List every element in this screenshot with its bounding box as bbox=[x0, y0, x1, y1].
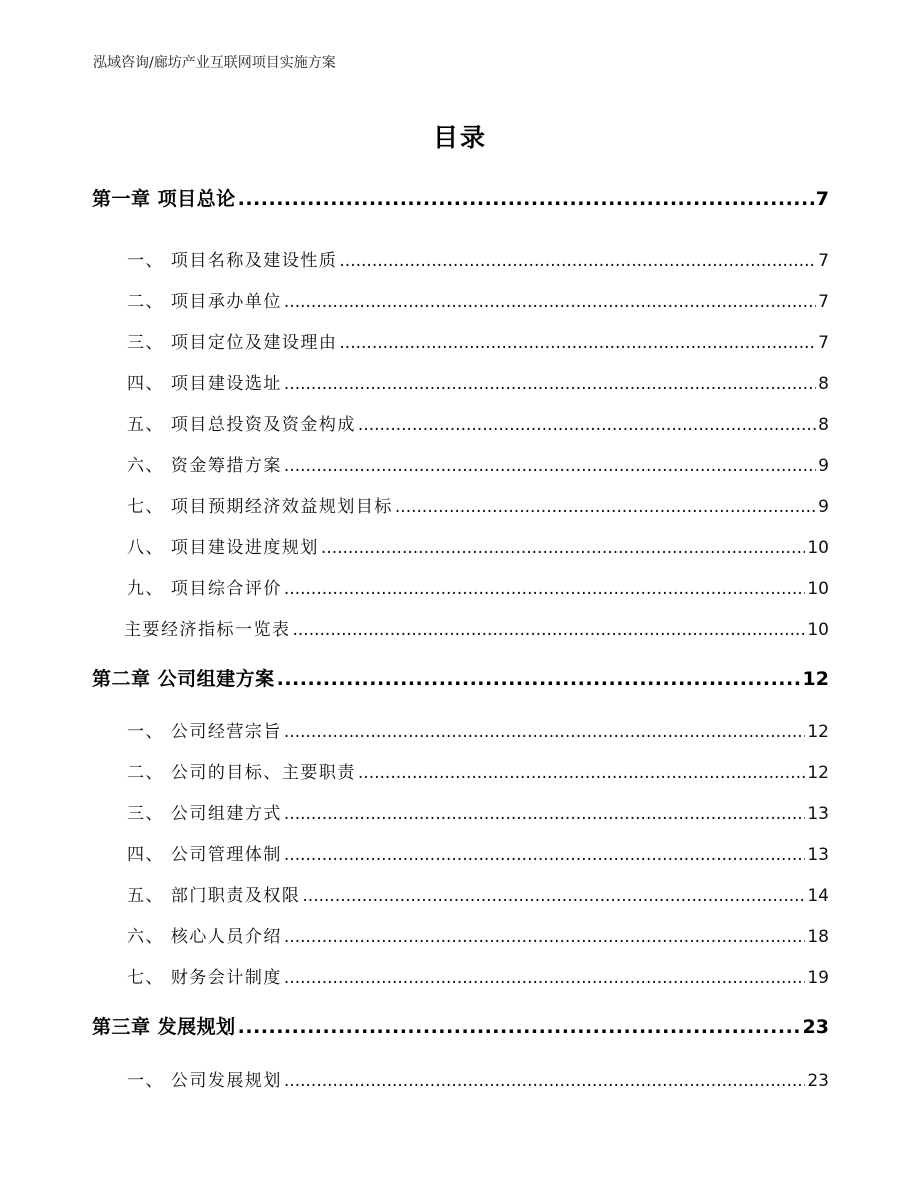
dot-leader bbox=[358, 415, 816, 435]
toc-page-number: 10 bbox=[807, 538, 829, 558]
toc-page-number: 12 bbox=[807, 763, 829, 783]
dot-leader bbox=[238, 188, 814, 210]
toc-entry-label: 七、 项目预期经济效益规划目标 bbox=[127, 497, 393, 517]
toc-page-number: 12 bbox=[802, 668, 829, 690]
toc-entry-label: 一、 项目名称及建设性质 bbox=[127, 251, 338, 271]
toc-entry-label: 一、 公司发展规划 bbox=[127, 1071, 282, 1091]
toc-entry-label: 三、 公司组建方式 bbox=[127, 804, 282, 824]
toc-entry-label: 五、 部门职责及权限 bbox=[127, 886, 301, 906]
toc-entry[interactable] bbox=[127, 328, 829, 354]
toc-entry[interactable] bbox=[127, 881, 829, 907]
toc-page-number: 13 bbox=[807, 845, 829, 865]
toc-page-number: 7 bbox=[818, 333, 829, 353]
toc-page-number: 10 bbox=[807, 620, 829, 640]
toc-entry[interactable] bbox=[127, 451, 829, 477]
toc-entry-label: 八、 项目建设进度规划 bbox=[127, 538, 319, 558]
dot-leader bbox=[284, 968, 805, 988]
toc-entry-label: 二、 项目承办单位 bbox=[127, 292, 282, 312]
toc-entry-label: 第三章 发展规划 bbox=[92, 1016, 236, 1038]
toc-page-number: 7 bbox=[818, 251, 829, 271]
toc-entry-label: 第二章 公司组建方案 bbox=[92, 668, 275, 690]
toc-entry[interactable] bbox=[127, 574, 829, 600]
toc-page-number: 14 bbox=[807, 886, 829, 906]
toc-entry[interactable] bbox=[127, 1066, 829, 1092]
toc-page-number: 23 bbox=[802, 1016, 829, 1038]
dot-leader bbox=[284, 292, 816, 312]
toc-page-number: 23 bbox=[807, 1071, 829, 1091]
toc-chapter-2[interactable] bbox=[92, 664, 829, 692]
toc-entry-label: 四、 公司管理体制 bbox=[127, 845, 282, 865]
dot-leader bbox=[284, 374, 816, 394]
toc-page-number: 13 bbox=[807, 804, 829, 824]
dot-leader bbox=[284, 456, 816, 476]
toc-page-number: 7 bbox=[818, 292, 829, 312]
dot-leader bbox=[277, 668, 801, 690]
dot-leader bbox=[284, 804, 805, 824]
toc-page-number: 8 bbox=[818, 374, 829, 394]
dot-leader bbox=[284, 1071, 805, 1091]
toc-entry[interactable] bbox=[127, 246, 829, 272]
dot-leader bbox=[238, 1016, 801, 1038]
page-title: 目录 bbox=[432, 123, 487, 152]
dot-leader bbox=[321, 538, 805, 558]
dot-leader bbox=[302, 886, 805, 906]
toc-entry-label: 主要经济指标一览表 bbox=[124, 620, 291, 640]
toc-entry-label: 二、 公司的目标、主要职责 bbox=[127, 763, 356, 783]
toc-entry-label: 七、 财务会计制度 bbox=[127, 968, 282, 988]
running-header: 泓域咨询/廊坊产业互联网项目实施方案 bbox=[93, 55, 336, 71]
toc-page-number: 7 bbox=[815, 188, 829, 210]
toc-entry-label: 六、 核心人员介绍 bbox=[127, 927, 282, 947]
dot-leader bbox=[284, 845, 805, 865]
toc-entry-label: 九、 项目综合评价 bbox=[127, 579, 282, 599]
toc-entry[interactable] bbox=[127, 717, 829, 743]
toc-entry-label: 一、 公司经营宗旨 bbox=[127, 722, 282, 742]
toc-entry-label: 五、 项目总投资及资金构成 bbox=[127, 415, 356, 435]
toc-page-number: 9 bbox=[818, 456, 829, 476]
toc-entry[interactable] bbox=[127, 410, 829, 436]
toc-entry[interactable] bbox=[127, 963, 829, 989]
toc-entry[interactable] bbox=[127, 287, 829, 313]
toc-page-number: 18 bbox=[807, 927, 829, 947]
toc-entry[interactable] bbox=[127, 369, 829, 395]
dot-leader bbox=[284, 579, 805, 599]
toc-page-number: 19 bbox=[807, 968, 829, 988]
toc-entry-label: 第一章 项目总论 bbox=[92, 188, 236, 210]
dot-leader bbox=[293, 620, 806, 640]
dot-leader bbox=[284, 722, 805, 742]
toc-page-number: 10 bbox=[807, 579, 829, 599]
toc-entry[interactable] bbox=[124, 615, 829, 641]
toc-entry[interactable] bbox=[127, 533, 829, 559]
toc-page-number: 9 bbox=[818, 497, 829, 517]
toc-entry-label: 四、 项目建设选址 bbox=[127, 374, 282, 394]
toc-chapter-3[interactable] bbox=[92, 1012, 829, 1040]
dot-leader bbox=[358, 763, 805, 783]
dot-leader bbox=[395, 497, 816, 517]
dot-leader bbox=[284, 927, 805, 947]
toc-page-number: 12 bbox=[807, 722, 829, 742]
toc-entry[interactable] bbox=[127, 492, 829, 518]
toc-entry[interactable] bbox=[127, 799, 829, 825]
toc-page-number: 8 bbox=[818, 415, 829, 435]
toc-entry[interactable] bbox=[127, 840, 829, 866]
toc-entry[interactable] bbox=[127, 758, 829, 784]
toc-entry[interactable] bbox=[127, 922, 829, 948]
dot-leader bbox=[339, 251, 816, 271]
dot-leader bbox=[339, 333, 816, 353]
toc-entry-label: 三、 项目定位及建设理由 bbox=[127, 333, 338, 353]
toc-chapter-1[interactable] bbox=[92, 184, 829, 212]
toc-entry-label: 六、 资金筹措方案 bbox=[127, 456, 282, 476]
